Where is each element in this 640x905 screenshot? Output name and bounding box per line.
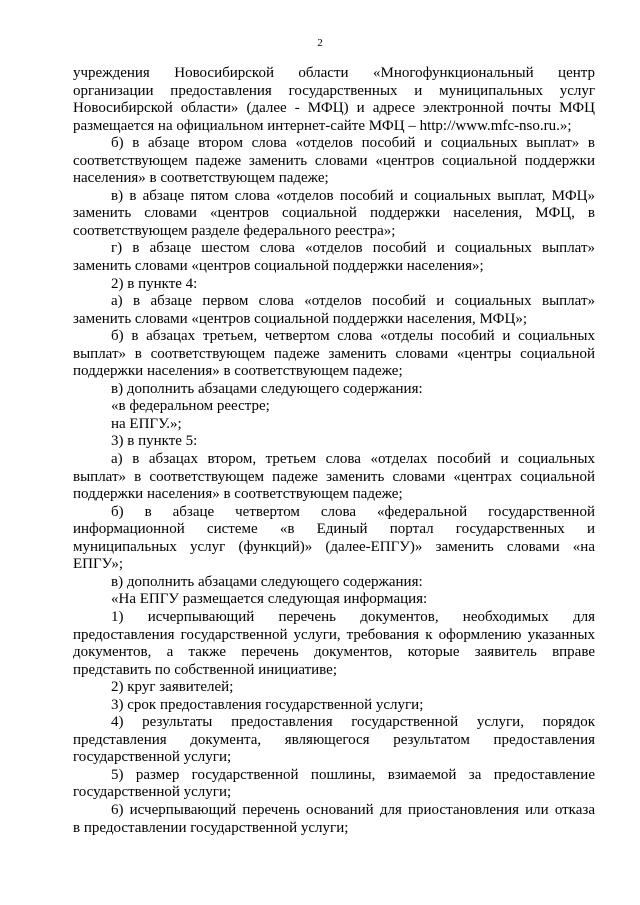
text-line: 4) результаты предоставления государственной услуги, порядок (111, 714, 595, 731)
text-line: представления документа, являющегося результатом предоставления (73, 731, 595, 748)
text-line: заменить словами «центров социальной поддержки населения, МФЦ»; (73, 310, 528, 327)
text-line: 1) исчерпывающий перечень документов, необходимых для (111, 608, 595, 625)
text-line: учреждения Новосибирской области «Многофункциональный центр (73, 65, 595, 81)
text-line: 3) в пункте 5: (111, 433, 198, 450)
document-body (73, 65, 595, 837)
text-line: на ЕПГУ.»; (111, 415, 182, 432)
text-line: 3) срок предоставления государственной услуги; (111, 696, 424, 713)
text-line: представить по собственной инициативе; (73, 661, 338, 678)
text-line: б) в абзаце втором слова «отделов пособий и социальных выплат» в (111, 135, 595, 152)
text-line: населения» в соответствующем падеже; (73, 170, 329, 187)
text-line: б) в абзацах третьем, четвертом слова «отделы пособий и социальных (111, 328, 595, 345)
text-line: соответствующем разделе федерального реестра»; (73, 222, 396, 239)
text-line: 2) круг заявителей; (111, 679, 234, 696)
text-line: 6) исчерпывающий перечень оснований для приостановления или отказа (111, 801, 595, 818)
text-line: размещается на официальном интернет-сайте МФЦ – http://www.mfc-nso.ru.»; (73, 117, 572, 134)
text-line: г) в абзаце шестом слова «отделов пособий и социальных выплат» (111, 240, 595, 257)
text-line: предоставления государственной услуги, требования к оформлению указанных (73, 626, 595, 643)
text-line: в) дополнить абзацами следующего содержания: (111, 573, 423, 590)
text-line: организации предоставления государственных и муниципальных услуг (73, 82, 595, 99)
page-number: 2 (317, 37, 323, 49)
text-line: выплат» в соответствующем падеже заменить словами «центры социальной (73, 345, 595, 362)
text-line: в) дополнить абзацами следующего содержания: (111, 380, 423, 397)
text-line: заменить словами «центров социальной поддержки населения»; (73, 258, 484, 275)
text-line: документов, а также перечень документов, которые заявитель вправе (73, 644, 595, 661)
text-line: в) в абзаце пятом слова «отделов пособий и социальных выплат, МФЦ» (111, 187, 595, 204)
text-line: 5) размер государственной пошлины, взимаемой за предоставление (111, 766, 595, 783)
text-line: государственной услуги; (73, 784, 232, 801)
text-line: поддержки населения» в соответствующем падеже; (73, 486, 403, 503)
text-line: «На ЕПГУ размещается следующая информация: (111, 591, 428, 608)
text-line: муниципальных услуг (функций)» (далее-ЕПГУ)» заменить словами «на (73, 538, 595, 555)
text-line: «в федеральном реестре; (111, 398, 270, 415)
text-line: а) в абзаце первом слова «отделов пособий и социальных выплат» (111, 293, 595, 310)
text-line: государственной услуги; (73, 749, 232, 766)
text-line: заменить словами «центров социальной поддержки населения, МФЦ, в (73, 205, 595, 222)
text-line: информационной системе «в Единый портал государственных и (73, 521, 595, 538)
text-line: соответствующем падеже заменить словами «центров социальной поддержки (73, 152, 595, 169)
text-line: ЕПГУ»; (73, 556, 124, 573)
text-line: выплат» в соответствующем падеже заменить словами «центрах социальной (73, 468, 595, 485)
text-line: поддержки населения» в соответствующем падеже; (73, 363, 403, 380)
text-line: Новосибирской области» (далее - МФЦ) и адресе электронной почты МФЦ (73, 100, 595, 117)
text-line: в предоставлении государственной услуги; (73, 819, 349, 836)
text-line: а) в абзацах втором, третьем слова «отделах пособий и социальных (111, 451, 595, 468)
text-line: 2) в пункте 4: (111, 275, 198, 292)
text-line: б) в абзаце четвертом слова «федеральной государственной (111, 503, 595, 520)
